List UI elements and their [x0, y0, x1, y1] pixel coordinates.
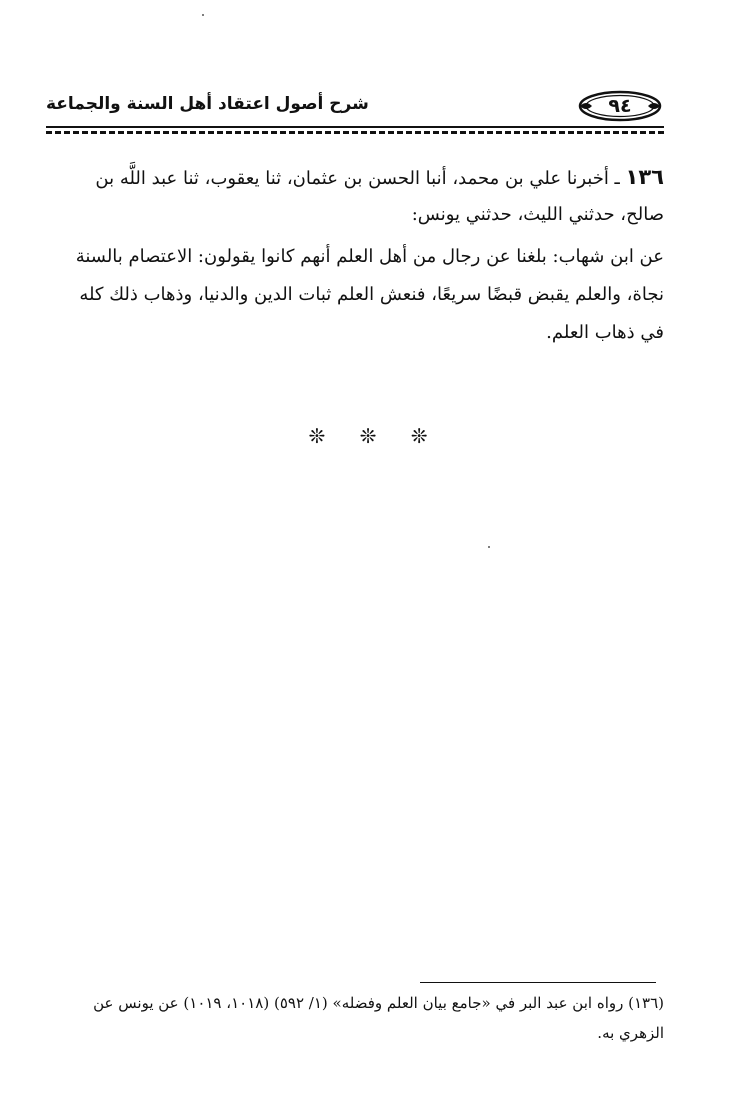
- page-header: [46, 90, 664, 130]
- running-title: شرح أصول اعتقاد أهل السنة والجماعة: [46, 94, 369, 114]
- isnad-line-1: [46, 158, 664, 196]
- footnote-line-1: (١٣٦) رواه ابن عبد البر في «جامع بيان العلم وفضله» (١/ ٥٩٢) (١٠١٨، ١٠١٩) عن يونس عن: [93, 994, 664, 1012]
- header-dashed-rule: [46, 131, 664, 134]
- hadith-body: [46, 158, 664, 352]
- isnad-text-1: أخبرنا علي بن محمد، أنبا الحسن بن عثمان، ثنا يعقوب، ثنا عبد اللَّه بن: [95, 168, 609, 189]
- matn-line-3: في ذهاب العلم.: [546, 322, 664, 343]
- hadith-number: ١٣٦: [625, 165, 664, 189]
- isnad-line-2: صالح، حدثني الليث، حدثني يونس:: [411, 204, 664, 225]
- matn-line-1: عن ابن شهاب: بلغنا عن رجال من أهل العلم أنهم كانوا يقولون: الاعتصام بالسنة: [75, 246, 664, 267]
- page-number: ٩٤: [608, 95, 632, 117]
- footnote-rule: [420, 982, 656, 983]
- header-rule: [46, 126, 664, 128]
- page-number-badge: [578, 90, 662, 122]
- scan-speck: [488, 546, 490, 548]
- matn-line-2: نجاة، والعلم يقبض قبضًا سريعًا، فنعش العلم ثبات الدين والدنيا، وذهاب ذلك كله: [79, 284, 664, 305]
- scan-speck: [202, 14, 204, 16]
- section-separator-stars: ❊ ❊ ❊: [308, 424, 442, 448]
- footnote: [46, 988, 664, 1048]
- hadith-dash: ـ: [608, 168, 626, 189]
- footnote-line-2: الزهري به.: [597, 1024, 664, 1042]
